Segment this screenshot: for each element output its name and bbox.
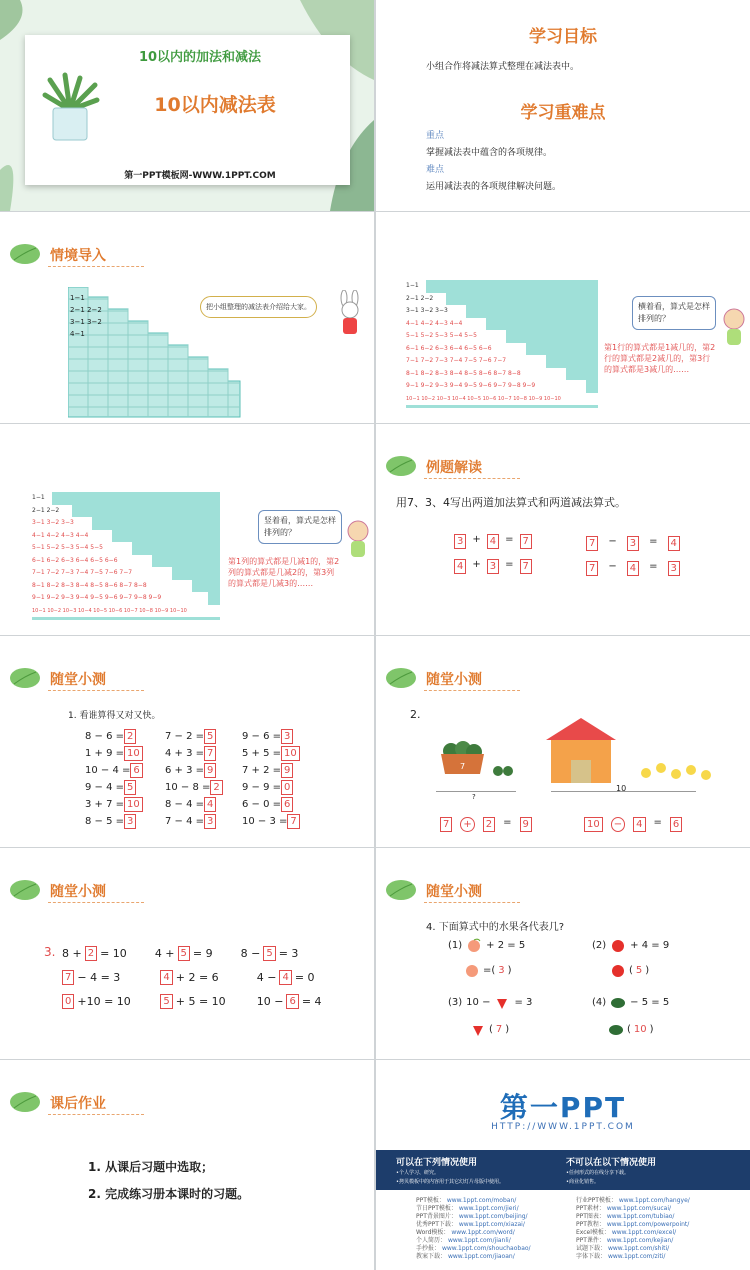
operator: + bbox=[472, 534, 481, 545]
equals: = bbox=[653, 817, 662, 828]
answer-box: 4 bbox=[454, 559, 466, 574]
answer-box[interactable]: 5 bbox=[204, 729, 216, 744]
answer-box: 2 bbox=[483, 817, 495, 832]
fruit-answer-3: ( 7 ) bbox=[470, 1022, 509, 1036]
link-row[interactable]: PPT模板： www.1ppt.com/moban/ bbox=[416, 1197, 517, 1204]
homework-item-2: 2. 完成练习册本课时的习题。 bbox=[88, 1187, 250, 1201]
leaf-icon bbox=[8, 878, 42, 902]
expr: 4 + 3 = bbox=[165, 748, 205, 759]
expr: = 0 bbox=[294, 971, 315, 984]
goal-text: 小组合作将减法算式整理在减法表中。 bbox=[426, 62, 580, 72]
link-row[interactable]: Excel模板： www.1ppt.com/excel/ bbox=[576, 1229, 677, 1236]
brand-url[interactable]: HTTP://WWW.1PPT.COM bbox=[491, 1122, 635, 1132]
answer-box[interactable]: 6 bbox=[130, 763, 142, 778]
slide-credits[interactable] bbox=[376, 1060, 750, 1270]
quiz-row bbox=[85, 796, 143, 813]
slide-table-rows[interactable] bbox=[376, 212, 750, 423]
item-number: (2) bbox=[592, 939, 607, 951]
answer-box[interactable]: 2 bbox=[124, 729, 136, 744]
answer-box[interactable]: 7 bbox=[62, 970, 74, 985]
expr: 6 + 3 = bbox=[165, 765, 205, 776]
homework-item-1: 1. 从课后习题中选取； bbox=[88, 1160, 214, 1174]
answer-box: 6 bbox=[670, 817, 682, 832]
expr: + 5 = 10 bbox=[175, 995, 226, 1008]
expr: 5 + 5 = bbox=[242, 748, 282, 759]
row-9: 9−1 9−2 9−3 9−4 9−5 9−6 9−7 9−8 9−9 bbox=[406, 380, 586, 393]
fill-row-1 bbox=[62, 946, 298, 962]
fruit-answer-1: =( 3 ) bbox=[464, 963, 512, 977]
row-2: 2−1 2−2 bbox=[32, 505, 72, 518]
fruit-item-4 bbox=[592, 995, 669, 1009]
expr: + 4 = 9 bbox=[630, 939, 670, 951]
quiz-row bbox=[242, 796, 300, 813]
answer-value[interactable]: 3 bbox=[498, 964, 505, 976]
table-row-3: 3−1 3−2 bbox=[70, 318, 102, 326]
can-title: 可以在下列情况使用 bbox=[396, 1158, 478, 1168]
expr: 3 + 7 = bbox=[85, 799, 125, 810]
answer-box[interactable]: 6 bbox=[286, 994, 298, 1009]
answer-box: 3 bbox=[627, 536, 639, 551]
cannot-item-1: •任何形式的在线分享下载。 bbox=[566, 1170, 629, 1176]
fruit-answer-4: ( 10 ) bbox=[608, 1022, 654, 1036]
link-row[interactable]: 个人简历： www.1ppt.com/jianli/ bbox=[416, 1237, 511, 1244]
row-1: 1−1 bbox=[406, 280, 426, 293]
link-row[interactable]: PPT课件： www.1ppt.com/kejian/ bbox=[576, 1237, 674, 1244]
question-text: 4. 下面算式中的水果各代表几? bbox=[426, 922, 565, 933]
link-row[interactable]: PPT素材： www.1ppt.com/sucai/ bbox=[576, 1205, 672, 1212]
slide-goals[interactable] bbox=[376, 0, 750, 211]
section-header bbox=[8, 666, 188, 692]
link-row[interactable]: PPT背景图片： www.1ppt.com/beijing/ bbox=[416, 1213, 528, 1220]
can-item-1: •个人学习、研究。 bbox=[396, 1170, 439, 1176]
answer-box: 4 bbox=[668, 536, 680, 551]
apple-icon bbox=[610, 938, 626, 952]
quiz-row bbox=[242, 813, 300, 830]
expr: 8 − bbox=[240, 947, 261, 960]
answer-box[interactable]: 9 bbox=[281, 763, 293, 778]
expr: 8 + bbox=[62, 947, 82, 960]
answer-box[interactable]: 2 bbox=[210, 780, 222, 795]
section-title: 随堂小测 bbox=[50, 672, 106, 688]
section-header bbox=[384, 454, 564, 480]
expr: 10 − 4 = bbox=[85, 765, 131, 776]
answer-box[interactable]: 6 bbox=[281, 797, 293, 812]
link-row[interactable]: 行业PPT模板： www.1ppt.com/hangye/ bbox=[576, 1197, 690, 1204]
answer-box[interactable]: 0 bbox=[62, 994, 74, 1009]
expr: 7 + 2 = bbox=[242, 765, 282, 776]
links-right bbox=[576, 1197, 690, 1261]
link-row[interactable]: PPT图表： www.1ppt.com/tubiao/ bbox=[576, 1213, 675, 1220]
answer-box[interactable]: 5 bbox=[263, 946, 275, 961]
quiz-row bbox=[85, 762, 143, 779]
site-text: 第一PPT模板网-WWW.1PPT.COM bbox=[124, 171, 276, 181]
note-text: 第1行的算式都是1减几的，第2行的算式都是2减几的，第3行的算式都是3减几的…… bbox=[604, 343, 716, 374]
brace-left-label: ? bbox=[472, 793, 476, 801]
expr: − 4 = 3 bbox=[77, 971, 121, 984]
monkey-character-icon bbox=[345, 519, 371, 567]
link-row[interactable]: 字体下载： www.1ppt.com/ziti/ bbox=[576, 1253, 666, 1260]
equation-left bbox=[440, 817, 532, 832]
section-header bbox=[8, 242, 188, 268]
speech-bubble: 把小组整理的减法表介绍给大家。 bbox=[200, 296, 317, 318]
answer-value[interactable]: 10 bbox=[633, 1023, 647, 1035]
equation-4 bbox=[586, 561, 680, 576]
operator: − bbox=[608, 561, 617, 572]
answer-box[interactable]: 4 bbox=[279, 970, 291, 985]
slide-subtitle: 10以内的加法和减法 bbox=[138, 50, 262, 65]
answer-box[interactable]: 5 bbox=[124, 780, 136, 795]
expr: 6 − 0 = bbox=[242, 799, 282, 810]
slide-example[interactable] bbox=[376, 424, 750, 635]
slide-quiz-3[interactable] bbox=[0, 848, 374, 1059]
answer-box: 7 bbox=[586, 561, 598, 576]
question-number: 3. bbox=[44, 945, 56, 959]
answer-box[interactable]: 2 bbox=[85, 946, 97, 961]
leaf-icon bbox=[8, 1090, 42, 1114]
key-text: 掌握减法表中蕴含的各项规律。 bbox=[426, 148, 553, 158]
expr: 10 − 8 = bbox=[165, 782, 211, 793]
fruit-item-1 bbox=[448, 938, 525, 952]
equation-right bbox=[584, 817, 682, 832]
row-4: 4−1 4−2 4−3 4−4 bbox=[406, 318, 486, 331]
question-text: 用7、3、4写出两道加法算式和两道减法算式。 bbox=[396, 496, 626, 509]
goal-title: 学习目标 bbox=[529, 27, 597, 47]
expr: 9 − 6 = bbox=[242, 731, 282, 742]
fruit-item-2 bbox=[592, 938, 669, 952]
expr: 1 + 9 = bbox=[85, 748, 125, 759]
answer-box[interactable]: 9 bbox=[204, 763, 216, 778]
fill-row-3 bbox=[62, 994, 322, 1010]
answer-box[interactable]: 3 bbox=[204, 814, 216, 829]
expr: 10 − 3 = bbox=[242, 816, 288, 827]
section-title: 随堂小测 bbox=[426, 884, 482, 900]
expr: − 5 = 5 bbox=[630, 996, 670, 1008]
equals: = bbox=[503, 817, 512, 828]
slide-homework[interactable] bbox=[0, 1060, 374, 1270]
answer-box: 4 bbox=[487, 534, 499, 549]
peach-icon bbox=[466, 938, 482, 952]
quiz-row bbox=[165, 745, 223, 762]
quiz-row bbox=[165, 813, 223, 830]
monkey-character-icon bbox=[721, 307, 747, 355]
answer-box[interactable]: 5 bbox=[178, 946, 190, 961]
answer-box: 3 bbox=[487, 559, 499, 574]
answer-box: 3 bbox=[668, 561, 680, 576]
section-title: 随堂小测 bbox=[50, 884, 106, 900]
equals: = bbox=[505, 559, 514, 570]
leaf-icon bbox=[384, 454, 418, 478]
row-6: 6−1 6−2 6−3 6−4 6−5 6−6 bbox=[32, 555, 152, 568]
link-row[interactable]: 节日PPT模板： www.1ppt.com/jieri/ bbox=[416, 1205, 519, 1212]
expr: 4 − bbox=[256, 971, 277, 984]
expr: + 2 = 6 bbox=[175, 971, 219, 984]
table-rows bbox=[406, 280, 598, 405]
answer-box: 4 bbox=[633, 817, 645, 832]
slide-quiz-2[interactable] bbox=[376, 636, 750, 847]
row-2: 2−1 2−2 bbox=[406, 293, 446, 306]
basket-count: 7 bbox=[460, 762, 466, 771]
slide-title[interactable] bbox=[0, 0, 374, 211]
quiz-column-3 bbox=[242, 728, 300, 830]
table-row-4: 4−1 bbox=[70, 330, 85, 338]
section-header bbox=[384, 666, 564, 692]
note-text: 第1列的算式都是几减1的，第2列的算式都是几减2的，第3列的算式都是几减3的…… bbox=[228, 557, 340, 588]
fruit-item-3 bbox=[448, 995, 532, 1009]
equals: = bbox=[505, 534, 514, 545]
operator-circle: + bbox=[460, 817, 474, 832]
watermelon-basket-icon bbox=[436, 736, 516, 786]
difficulty-text: 运用减法表的各项规律解决问题。 bbox=[426, 182, 562, 192]
answer-box[interactable]: 4 bbox=[204, 797, 216, 812]
row-1: 1−1 bbox=[32, 492, 52, 505]
expr: = 3 bbox=[278, 947, 299, 960]
section-header bbox=[8, 878, 188, 904]
quiz-column-2 bbox=[165, 728, 223, 830]
expr: 8 − 5 = bbox=[85, 816, 125, 827]
section-title: 情境导入 bbox=[50, 248, 106, 264]
key-title: 学习重难点 bbox=[520, 103, 606, 123]
question-number: 2. bbox=[410, 708, 421, 721]
brand-logo: 第一PPT bbox=[499, 1091, 627, 1124]
table-rows bbox=[32, 492, 220, 617]
cannot-item-2: •商业化销售。 bbox=[566, 1179, 599, 1185]
row-8: 8−1 8−2 8−3 8−4 8−5 8−6 8−7 8−8 bbox=[32, 580, 192, 593]
quiz-row bbox=[85, 728, 143, 745]
usage-banner bbox=[376, 1150, 750, 1190]
link-row[interactable]: 手抄报： www.1ppt.com/shouchaobao/ bbox=[416, 1245, 531, 1252]
house-chicks-icon bbox=[546, 718, 736, 788]
section-title: 例题解读 bbox=[426, 460, 482, 476]
quiz-row bbox=[85, 779, 143, 796]
section-header bbox=[8, 1090, 188, 1116]
row-9: 9−1 9−2 9−3 9−4 9−5 9−6 9−7 9−8 9−9 bbox=[32, 592, 208, 605]
operator: − bbox=[608, 536, 617, 547]
link-row[interactable]: 优秀PPT下载： www.1ppt.com/xiazai/ bbox=[416, 1221, 525, 1228]
expr: 9 − 9 = bbox=[242, 782, 282, 793]
answer-box[interactable]: 3 bbox=[281, 729, 293, 744]
slide-quiz-4[interactable] bbox=[376, 848, 750, 1059]
equation-3 bbox=[586, 536, 680, 551]
table-row-2: 2−1 2−2 bbox=[70, 306, 102, 314]
watermelon-icon bbox=[610, 995, 626, 1009]
answer-box: 10 bbox=[584, 817, 603, 832]
answer-box: 7 bbox=[520, 534, 532, 549]
row-6: 6−1 6−2 6−3 6−4 6−5 6−6 bbox=[406, 343, 526, 356]
section-header bbox=[384, 878, 564, 904]
answer-value[interactable]: 5 bbox=[635, 964, 643, 976]
expr: 7 − 2 = bbox=[165, 731, 205, 742]
answer-box: 9 bbox=[520, 817, 532, 832]
table-row-1: 1−1 bbox=[70, 294, 85, 302]
slide-intro[interactable] bbox=[0, 212, 374, 423]
answer-box: 7 bbox=[586, 536, 598, 551]
equation-2 bbox=[454, 559, 532, 574]
fruit-answer-2: ( 5 ) bbox=[610, 963, 649, 977]
expr: 10 − bbox=[256, 995, 284, 1008]
equation-1 bbox=[454, 534, 532, 549]
row-7: 7−1 7−2 7−3 7−4 7−5 7−6 7−7 bbox=[406, 355, 546, 368]
fill-row-2 bbox=[62, 970, 315, 986]
link-row[interactable]: Word模板： www.1ppt.com/word/ bbox=[416, 1229, 515, 1236]
strawberry-icon bbox=[494, 995, 510, 1009]
expr: 4 + bbox=[154, 947, 175, 960]
row-7: 7−1 7−2 7−3 7−4 7−5 7−6 7−7 bbox=[32, 567, 172, 580]
equals: = bbox=[649, 536, 658, 547]
quiz-row bbox=[85, 745, 143, 762]
watermelon-icon bbox=[608, 1022, 624, 1036]
speech-bubble: 竖着看，算式是怎样排列的？ bbox=[258, 510, 342, 544]
slide-title-text: 10以内减法表 bbox=[154, 94, 276, 116]
row-4: 4−1 4−2 4−3 4−4 bbox=[32, 530, 112, 543]
row-3: 3−1 3−2 3−3 bbox=[32, 517, 92, 530]
link-row[interactable]: PPT教程： www.1ppt.com/powerpoint/ bbox=[576, 1221, 690, 1228]
answer-box[interactable]: 10 bbox=[124, 797, 143, 812]
answer-box: 4 bbox=[627, 561, 639, 576]
speech-bubble: 横着看，算式是怎样排列的？ bbox=[632, 296, 716, 330]
row-5: 5−1 5−2 5−3 5−4 5−5 bbox=[32, 542, 132, 555]
answer-box: 7 bbox=[520, 559, 532, 574]
leaf-icon bbox=[384, 666, 418, 690]
quiz-row bbox=[85, 813, 143, 830]
equals: = bbox=[649, 561, 658, 572]
apple-icon bbox=[610, 963, 626, 977]
expr: 8 − 4 = bbox=[165, 799, 205, 810]
expr: = 9 bbox=[192, 947, 213, 960]
leaf-icon bbox=[384, 878, 418, 902]
answer-value[interactable]: 7 bbox=[495, 1023, 503, 1035]
expr: + 2 = 5 bbox=[486, 939, 526, 951]
quiz-row bbox=[165, 762, 223, 779]
quiz-column-1 bbox=[85, 728, 143, 830]
link-row[interactable]: 教案下载： www.1ppt.com/jiaoan/ bbox=[416, 1253, 515, 1260]
expr: = 10 bbox=[100, 947, 127, 960]
quiz-row bbox=[242, 728, 300, 745]
can-item-2: •拷贝模板中的内容用于其它幻灯片母版中使用。 bbox=[396, 1179, 504, 1185]
expr: = 3 bbox=[514, 996, 533, 1008]
answer-box[interactable]: 7 bbox=[287, 814, 299, 829]
brace-left bbox=[436, 791, 516, 792]
slide-table-columns[interactable] bbox=[0, 424, 374, 635]
row-3: 3−1 3−2 3−3 bbox=[406, 305, 466, 318]
expr: +10 = 10 bbox=[77, 995, 131, 1008]
expr: 8 − 6 = bbox=[85, 731, 125, 742]
answer-box: 7 bbox=[440, 817, 452, 832]
quiz-row bbox=[165, 779, 223, 796]
operator: + bbox=[472, 559, 481, 570]
plant-pot-icon bbox=[35, 70, 105, 145]
links-left bbox=[416, 1197, 531, 1261]
answer-box: 3 bbox=[454, 534, 466, 549]
key-label: 重点 bbox=[426, 131, 445, 141]
item-number: (4) bbox=[592, 996, 607, 1008]
brace-right-label: 10 bbox=[616, 784, 627, 793]
answer-box[interactable]: 10 bbox=[281, 746, 300, 761]
cannot-title: 不可以在以下情况使用 bbox=[566, 1158, 657, 1168]
quiz-row bbox=[242, 779, 300, 796]
quiz-row bbox=[165, 796, 223, 813]
section-title: 随堂小测 bbox=[426, 672, 482, 688]
row-5: 5−1 5−2 5−3 5−4 5−5 bbox=[406, 330, 506, 343]
quiz-row bbox=[242, 762, 300, 779]
section-title: 课后作业 bbox=[50, 1096, 106, 1112]
expr: 10 − bbox=[466, 996, 491, 1008]
answer-box[interactable]: 3 bbox=[124, 814, 136, 829]
peach-icon bbox=[464, 963, 480, 977]
answer-box[interactable]: 7 bbox=[204, 746, 216, 761]
question-text: 1. 看谁算得又对又快。 bbox=[68, 711, 161, 721]
leaf-icon bbox=[8, 666, 42, 690]
slide-quiz-1[interactable] bbox=[0, 636, 374, 847]
row-10: 10−1 10−2 10−3 10−4 10−5 10−6 10−7 10−8 10−9 10−10 bbox=[32, 605, 220, 618]
item-number: (1) bbox=[448, 939, 463, 951]
strawberry-icon bbox=[470, 1022, 486, 1036]
row-10: 10−1 10−2 10−3 10−4 10−5 10−6 10−7 10−8 10−9 10−10 bbox=[406, 393, 598, 406]
answer-box[interactable]: 4 bbox=[160, 970, 172, 985]
expr: 7 − 4 = bbox=[165, 816, 205, 827]
item-number: (3) bbox=[448, 996, 463, 1008]
row-8: 8−1 8−2 8−3 8−4 8−5 8−6 8−7 8−8 bbox=[406, 368, 566, 381]
link-row[interactable]: 试题下载： www.1ppt.com/shiti/ bbox=[576, 1245, 670, 1252]
answer-box[interactable]: 0 bbox=[281, 780, 293, 795]
difficulty-label: 难点 bbox=[426, 165, 445, 175]
rabbit-character-icon bbox=[335, 290, 365, 338]
expr: = 4 bbox=[301, 995, 322, 1008]
operator-circle: − bbox=[611, 817, 625, 832]
leaf-icon bbox=[8, 242, 42, 266]
quiz-row bbox=[165, 728, 223, 745]
answer-box[interactable]: 10 bbox=[124, 746, 143, 761]
answer-box[interactable]: 5 bbox=[160, 994, 172, 1009]
quiz-row bbox=[242, 745, 300, 762]
expr: 9 − 4 = bbox=[85, 782, 125, 793]
